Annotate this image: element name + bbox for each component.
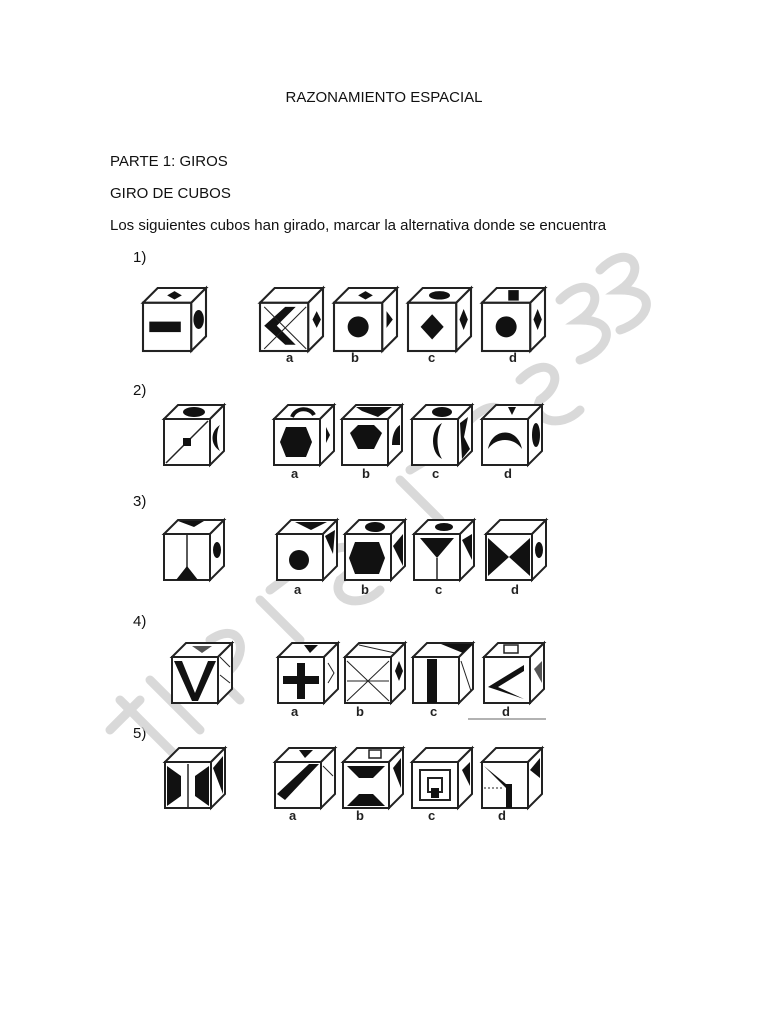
- problem-5-option-d: [482, 748, 542, 808]
- instruction-text: Los siguientes cubos han girado, marcar la alternativa donde se encuentra: [110, 217, 607, 234]
- problem-2-option-d: [482, 405, 542, 465]
- page-title: RAZONAMIENTO ESPACIAL: [285, 89, 483, 106]
- section-heading: PARTE 1: GIROS: [110, 153, 228, 170]
- problem-5-label-d: d: [498, 808, 506, 823]
- problem-2-label-d: d: [504, 466, 512, 481]
- problem-4-label-c: c: [430, 704, 438, 719]
- problem-5-label-b: b: [356, 808, 364, 823]
- problem-2-reference-cube: [164, 405, 224, 465]
- problem-2-label-a: a: [291, 466, 299, 481]
- problem-5-option-c: [412, 748, 472, 808]
- problem-3-option-b: [345, 520, 405, 580]
- problem-5-number: 5): [133, 725, 147, 742]
- problem-3-label-d: d: [511, 582, 519, 597]
- problem-1-reference-cube: [143, 288, 206, 351]
- problem-4-label-d: d: [502, 704, 510, 719]
- problem-1-option-a: [260, 288, 323, 351]
- problem-2-option-a: [274, 405, 334, 465]
- problem-5-label-c: c: [428, 808, 436, 823]
- problem-3-option-c: [414, 520, 474, 580]
- problem-1-option-d: [482, 288, 545, 351]
- problem-2-number: 2): [133, 382, 147, 399]
- problem-1-label-c: c: [428, 350, 436, 365]
- problem-4-label-a: a: [291, 704, 299, 719]
- problem-4-number: 4): [133, 613, 147, 630]
- problem-1-option-c: [408, 288, 471, 351]
- problem-1-number: 1): [133, 249, 147, 266]
- problem-3-option-a: [277, 520, 337, 580]
- problem-1-label-d: d: [509, 350, 517, 365]
- problem-2-label-b: b: [362, 466, 370, 481]
- problem-2-option-b: [342, 405, 402, 465]
- problem-3-reference-cube: [164, 520, 224, 580]
- problem-4-option-b: [345, 643, 405, 703]
- problem-1-label-a: a: [286, 350, 294, 365]
- problem-4-option-c: [413, 643, 473, 703]
- problem-2-label-c: c: [432, 466, 440, 481]
- problem-4-label-b: b: [356, 704, 364, 719]
- problem-4-reference-cube: [172, 643, 232, 703]
- problem-3-label-b: b: [361, 582, 369, 597]
- problem-3-number: 3): [133, 493, 147, 510]
- problem-5-reference-cube: [165, 748, 225, 808]
- problem-3-option-d: [486, 520, 546, 580]
- problem-4-option-d: [484, 643, 544, 703]
- problem-5-option-a: [275, 748, 335, 808]
- problem-5-label-a: a: [289, 808, 297, 823]
- problem-3-label-c: c: [435, 582, 443, 597]
- problem-3-label-a: a: [294, 582, 302, 597]
- problem-4-option-a: [278, 643, 338, 703]
- problem-1-label-b: b: [351, 350, 359, 365]
- problem-2-option-c: [412, 405, 472, 465]
- subsection-heading: GIRO DE CUBOS: [110, 185, 231, 202]
- problem-1-option-b: [334, 288, 397, 351]
- problem-5-option-b: [343, 748, 403, 808]
